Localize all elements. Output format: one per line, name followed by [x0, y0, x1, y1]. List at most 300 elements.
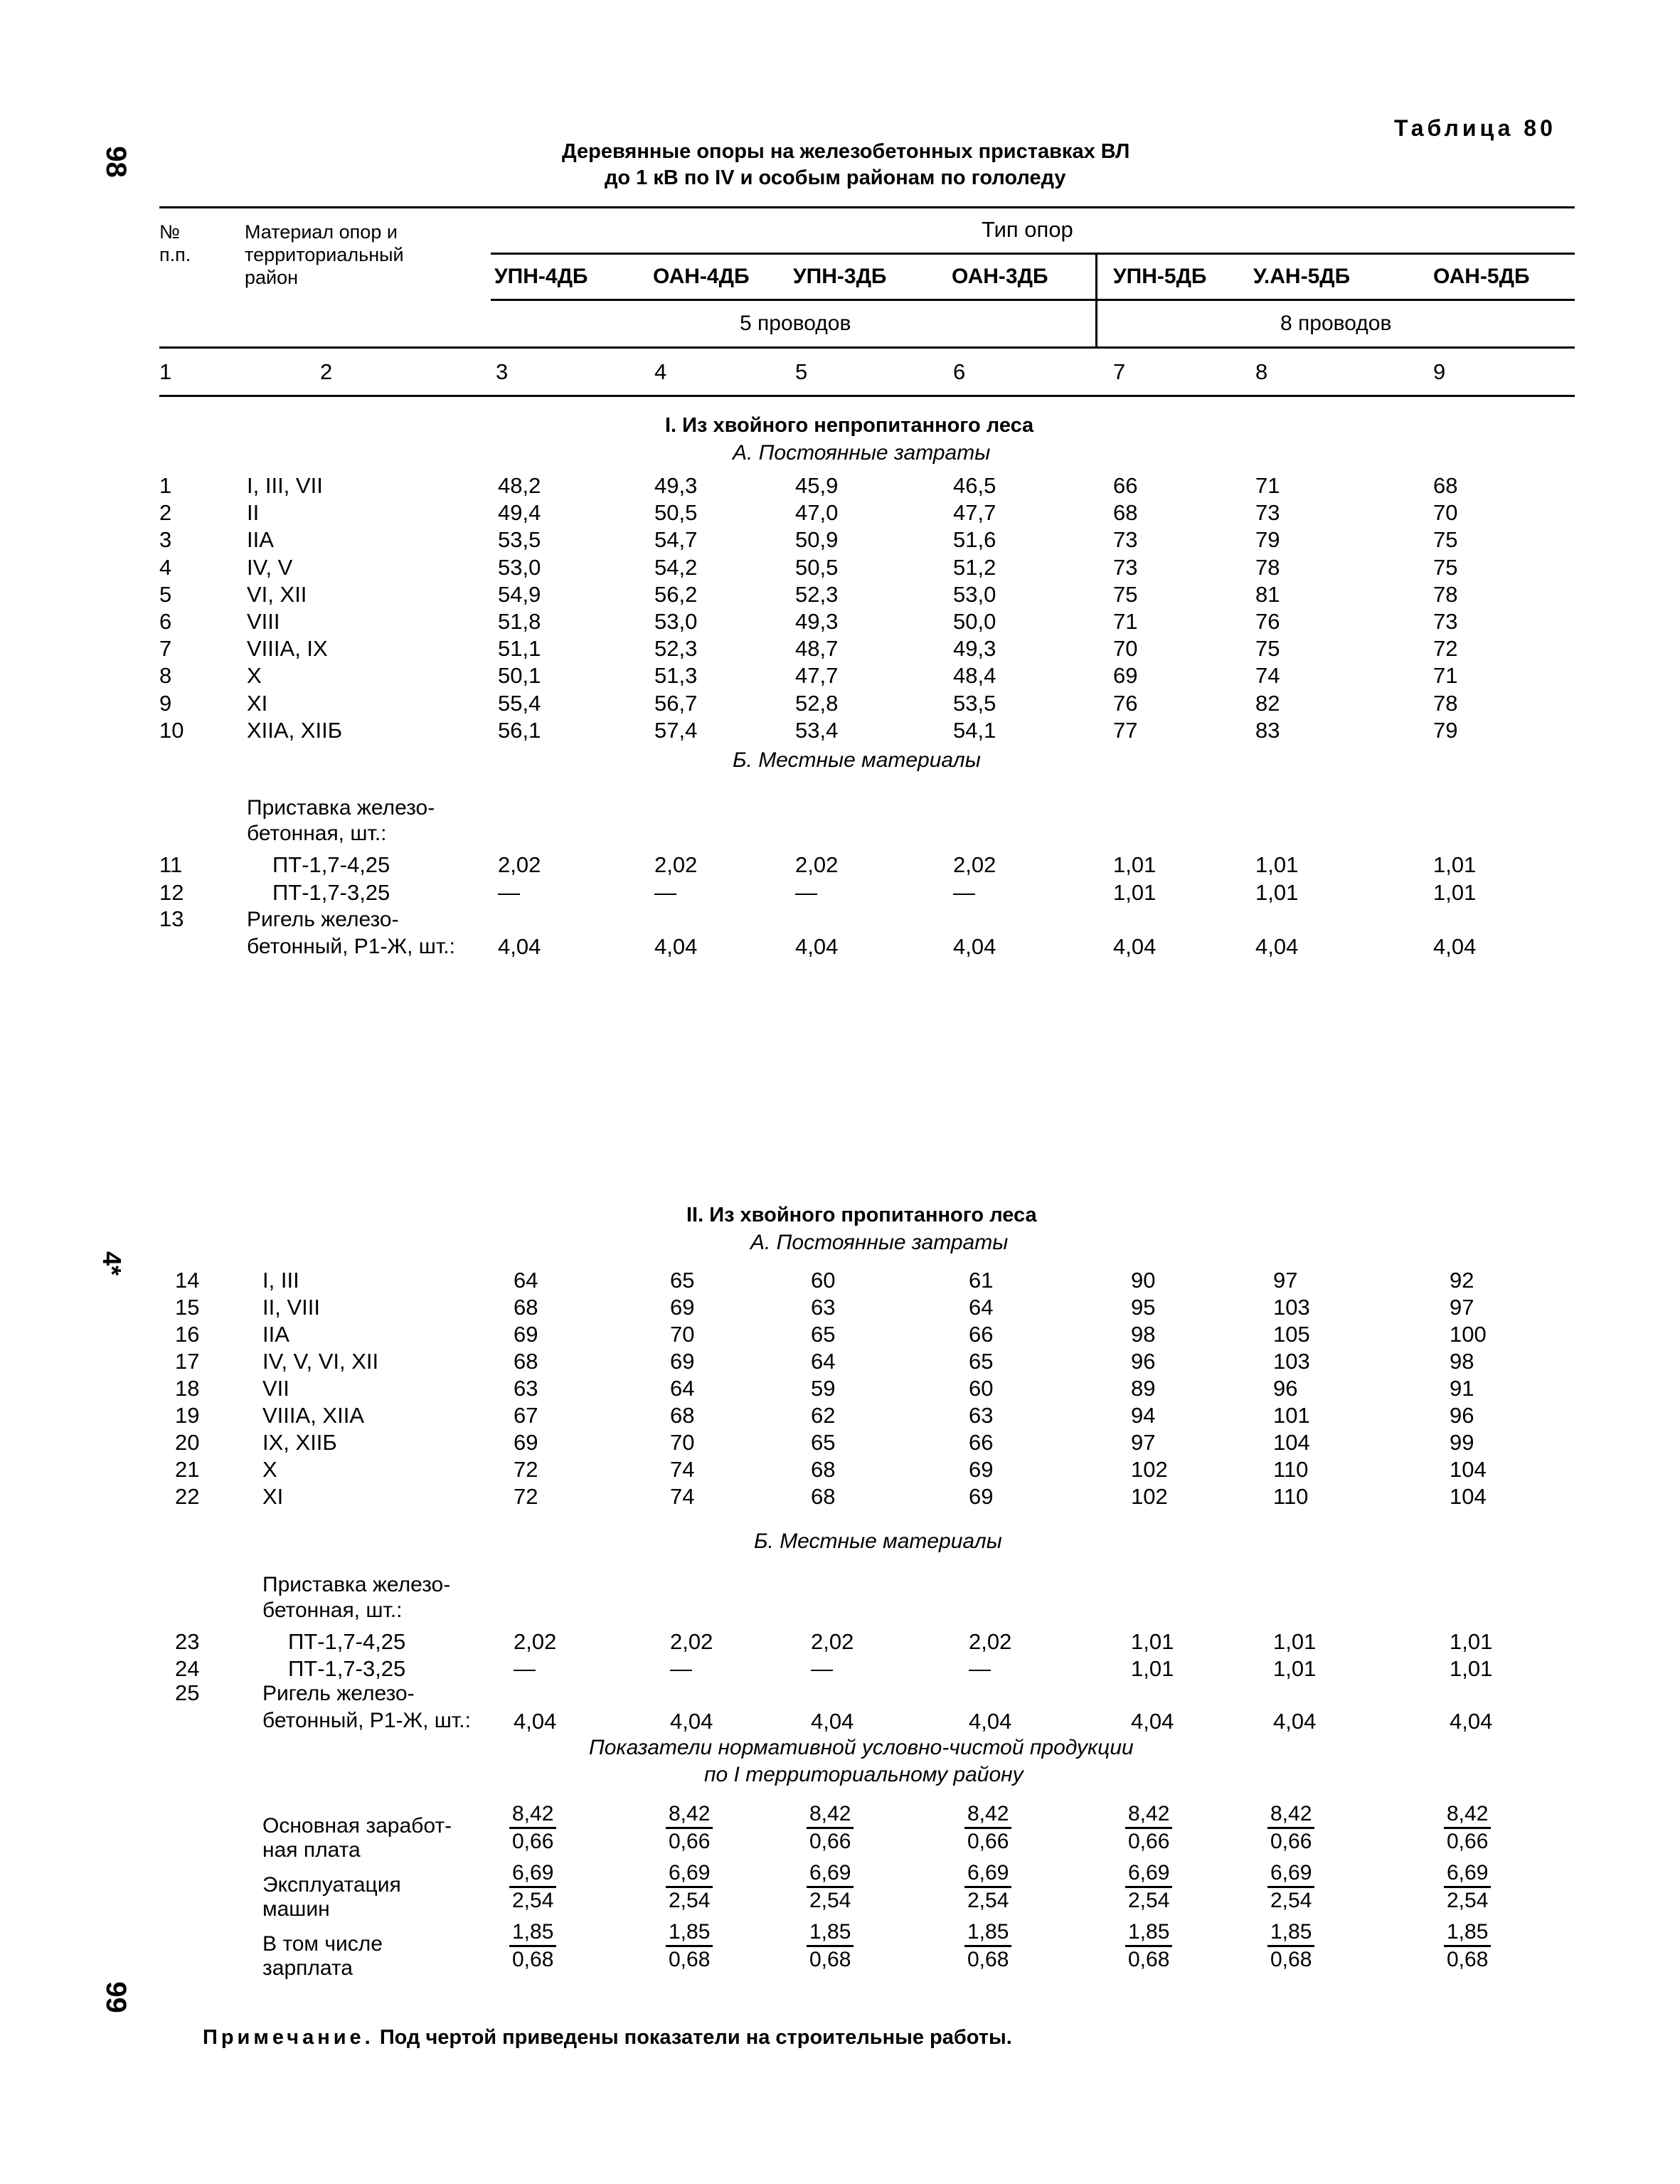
- table-row-region: X: [247, 663, 262, 689]
- table-row-region: IV, V: [247, 554, 293, 580]
- indicator-fraction: [1125, 1919, 1172, 1973]
- table-cell: 71: [1255, 473, 1280, 498]
- table-cell: 51,6: [953, 527, 996, 553]
- table-cell: 69: [514, 1430, 538, 1455]
- header-type-2: ОАН-4ДБ: [653, 265, 750, 288]
- indicator-fraction: [807, 1801, 854, 1855]
- footnote-label: Примечание.: [203, 2026, 374, 2049]
- section1-pristavka-label: [247, 795, 435, 847]
- table-cell: 1,01: [1255, 852, 1299, 877]
- table-row-number: 1: [159, 473, 172, 498]
- table-cell: —: [654, 880, 676, 905]
- table-cell: 65: [969, 1349, 994, 1374]
- table-row-item: ПТ-1,7-3,25: [272, 880, 390, 905]
- fraction-numerator: 6,69: [666, 1860, 713, 1888]
- table-row-item: ПТ-1,7-4,25: [272, 852, 390, 877]
- table-cell: 4,04: [969, 1709, 1012, 1734]
- table-cell: 69: [969, 1457, 994, 1482]
- table-cell: 75: [1113, 581, 1138, 607]
- fraction-denominator: 0,66: [512, 1830, 554, 1853]
- fraction-denominator: 0,66: [967, 1830, 1009, 1853]
- table-cell: 70: [1113, 636, 1138, 662]
- table-cell: 48,2: [498, 473, 541, 498]
- table-cell: 4,04: [1255, 934, 1299, 959]
- header-type-5: УПН-5ДБ: [1113, 265, 1207, 288]
- table-cell: 56,2: [654, 581, 698, 607]
- table-cell: —: [953, 880, 975, 905]
- table-cell: 4,04: [1131, 1709, 1174, 1734]
- column-number-6: 6: [953, 359, 966, 384]
- table-row-number: 14: [175, 1268, 200, 1293]
- table-cell: 66: [1113, 473, 1138, 498]
- table-cell: 52,3: [654, 636, 698, 662]
- fraction-numerator: 8,42: [1125, 1801, 1172, 1829]
- table-cell: 104: [1450, 1484, 1487, 1509]
- table-row-region: VI, XII: [247, 581, 307, 607]
- table-cell: 65: [811, 1322, 836, 1347]
- table-row-number: 22: [175, 1484, 200, 1509]
- table-cell: 96: [1273, 1376, 1298, 1401]
- table-cell: 71: [1433, 663, 1458, 689]
- table-cell: 61: [969, 1268, 994, 1293]
- table-cell: 51,3: [654, 663, 698, 689]
- table-cell: 70: [670, 1322, 695, 1347]
- fraction-denominator: 2,54: [809, 1889, 851, 1912]
- indicators-title-line1: Показатели нормативной условно-чистой продукции: [589, 1736, 1134, 1759]
- table-cell: —: [795, 880, 817, 905]
- table-cell: 69: [514, 1322, 538, 1347]
- table-cell: 1,01: [1113, 880, 1157, 905]
- table-cell: 73: [1113, 527, 1138, 553]
- type-rule: [491, 253, 1575, 255]
- table-title-line1: Деревянные опоры на железобетонных приставках ВЛ: [562, 140, 1130, 163]
- table-cell: 99: [1450, 1430, 1474, 1455]
- table-cell: 4,04: [498, 934, 541, 959]
- table-cell: 103: [1273, 1349, 1310, 1374]
- table-row-region: XIIA, XIIБ: [247, 717, 343, 743]
- table-cell: 64: [670, 1376, 695, 1401]
- table-cell: 2,02: [795, 852, 839, 877]
- indicators-title-line2: по I территориальному району: [704, 1763, 1024, 1786]
- table-cell: 71: [1113, 609, 1138, 634]
- table-cell: 49,3: [953, 636, 996, 662]
- page-number-top: 98: [100, 146, 132, 178]
- table-cell: 79: [1433, 717, 1458, 743]
- table-cell: 68: [1433, 473, 1458, 498]
- table-cell: 49,3: [795, 609, 839, 634]
- fraction-numerator: 6,69: [807, 1860, 854, 1888]
- table-label: Таблица 80: [1394, 115, 1556, 141]
- table-row-number: 10: [159, 717, 184, 743]
- section2-pristavka-line2: бетонная, шт.:: [262, 1599, 403, 1622]
- table-row-number: 4: [159, 554, 172, 580]
- table-cell: 2,02: [969, 1629, 1012, 1654]
- table-cell: 100: [1450, 1322, 1487, 1347]
- table-cell: 4,04: [1113, 934, 1157, 959]
- table-cell: 53,0: [654, 609, 698, 634]
- table-cell: 92: [1450, 1268, 1474, 1293]
- indicator-fraction: [1444, 1919, 1491, 1973]
- table-row-region: II: [247, 500, 260, 526]
- table-cell: 52,8: [795, 690, 839, 716]
- fraction-numerator: 1,85: [509, 1919, 556, 1947]
- fraction-denominator: 2,54: [1447, 1889, 1489, 1912]
- table-cell: 89: [1131, 1376, 1156, 1401]
- table-cell: 75: [1433, 554, 1458, 580]
- table-cell: 4,04: [953, 934, 996, 959]
- table-cell: 63: [514, 1376, 538, 1401]
- table-cell: 72: [1433, 636, 1458, 662]
- table-cell: 68: [1113, 500, 1138, 526]
- table-cell: 69: [969, 1484, 994, 1509]
- table-cell: 51,8: [498, 609, 541, 634]
- table-row-number: 17: [175, 1349, 200, 1374]
- table-cell: 53,5: [498, 527, 541, 553]
- table-cell: 66: [969, 1322, 994, 1347]
- section1-rigel-label: [247, 906, 455, 960]
- table-cell: 103: [1273, 1295, 1310, 1320]
- fraction-numerator: 6,69: [1267, 1860, 1314, 1888]
- fraction-numerator: 6,69: [1125, 1860, 1172, 1888]
- table-cell: 1,01: [1433, 880, 1477, 905]
- column-number-8: 8: [1255, 359, 1268, 384]
- indicator-label-line2: зарплата: [262, 1956, 353, 1980]
- table-cell: 68: [811, 1457, 836, 1482]
- table-row-region: X: [262, 1457, 277, 1482]
- table-cell: 97: [1273, 1268, 1298, 1293]
- table-cell: 68: [670, 1403, 695, 1428]
- table-cell: 4,04: [670, 1709, 713, 1734]
- table-row-number: 19: [175, 1403, 200, 1428]
- fraction-numerator: 6,69: [1444, 1860, 1491, 1888]
- section1-rigel-n: 13: [159, 906, 184, 931]
- header-bottom-rule: [159, 395, 1575, 397]
- table-cell: 69: [670, 1349, 695, 1374]
- indicator-label-line2: машин: [262, 1897, 330, 1921]
- indicator-fraction: [964, 1860, 1011, 1914]
- fraction-numerator: 8,42: [807, 1801, 854, 1829]
- column-number-2: 2: [320, 359, 333, 384]
- table-row-region: VIIIA, XIIA: [262, 1403, 364, 1428]
- indicator-fraction: [1125, 1801, 1172, 1855]
- table-row-number: 11: [159, 852, 183, 877]
- table-cell: 47,0: [795, 500, 839, 526]
- table-row-number: 15: [175, 1295, 200, 1320]
- table-cell: 97: [1131, 1430, 1156, 1455]
- table-cell: 50,5: [654, 500, 698, 526]
- table-cell: 45,9: [795, 473, 839, 498]
- fraction-numerator: 1,85: [1267, 1919, 1314, 1947]
- table-cell: 104: [1273, 1430, 1310, 1455]
- table-cell: 56,7: [654, 690, 698, 716]
- indicator-fraction: [509, 1860, 556, 1914]
- table-row-number: 3: [159, 527, 172, 553]
- fraction-denominator: 2,54: [967, 1889, 1009, 1912]
- table-cell: —: [670, 1656, 692, 1681]
- header-type-6: У.АН-5ДБ: [1253, 265, 1351, 288]
- indicator-label-line1: В том числе: [262, 1932, 383, 1956]
- section1-sub-b: Б. Местные материалы: [733, 748, 981, 772]
- fraction-denominator: 0,66: [1128, 1830, 1170, 1853]
- section2-title: II. Из хвойного пропитанного леса: [686, 1204, 1037, 1226]
- header-num: № п.п.: [159, 221, 191, 265]
- table-cell: 73: [1113, 554, 1138, 580]
- column-number-9: 9: [1433, 359, 1446, 384]
- fraction-denominator: 0,68: [809, 1948, 851, 1971]
- table-cell: 4,04: [1433, 934, 1477, 959]
- table-cell: 2,02: [811, 1629, 854, 1654]
- table-cell: 75: [1433, 527, 1458, 553]
- table-cell: 2,02: [498, 852, 541, 877]
- indicator-fraction: [666, 1801, 713, 1855]
- table-row-number: 24: [175, 1656, 200, 1681]
- fraction-numerator: 8,42: [1267, 1801, 1314, 1829]
- indicator-label-line2: ная плата: [262, 1838, 361, 1862]
- indicator-fraction: [964, 1801, 1011, 1855]
- table-row-region: IIA: [262, 1322, 289, 1347]
- fraction-numerator: 8,42: [666, 1801, 713, 1829]
- table-cell: 110: [1273, 1457, 1309, 1482]
- table-cell: 76: [1113, 690, 1138, 716]
- fraction-denominator: 0,68: [1128, 1948, 1170, 1971]
- header-type-1: УПН-4ДБ: [494, 265, 588, 288]
- table-cell: 50,9: [795, 527, 839, 553]
- table-cell: 102: [1131, 1457, 1168, 1482]
- fraction-numerator: 8,42: [964, 1801, 1011, 1829]
- column-number-7: 7: [1113, 359, 1126, 384]
- indicator-label-line1: Эксплуатация: [262, 1873, 401, 1897]
- table-cell: 4,04: [811, 1709, 854, 1734]
- table-cell: 78: [1433, 581, 1458, 607]
- table-cell: 4,04: [1450, 1709, 1493, 1734]
- table-cell: 65: [811, 1430, 836, 1455]
- table-cell: 94: [1131, 1403, 1156, 1428]
- table-cell: 51,2: [953, 554, 996, 580]
- table-cell: 104: [1450, 1457, 1487, 1482]
- fraction-numerator: 1,85: [1444, 1919, 1491, 1947]
- table-cell: 60: [811, 1268, 836, 1293]
- table-cell: 83: [1255, 717, 1280, 743]
- table-cell: 74: [670, 1457, 695, 1482]
- table-cell: 54,1: [953, 717, 996, 743]
- fraction-denominator: 0,66: [1447, 1830, 1489, 1853]
- indicator-fraction: [964, 1919, 1011, 1973]
- table-title-line2: до 1 кВ по IV и особым районам по гололеду: [605, 166, 1066, 189]
- table-cell: 1,01: [1273, 1629, 1317, 1654]
- header-type-7: ОАН-5ДБ: [1433, 265, 1530, 288]
- indicator-fraction: [1444, 1801, 1491, 1855]
- indicator-fraction: [807, 1919, 854, 1973]
- footnote: [203, 2026, 1012, 2050]
- section1-sub-a: А. Постоянные затраты: [733, 441, 991, 465]
- section1-rigel-line1: Ригель железо-: [247, 908, 399, 931]
- table-row-region: VII: [262, 1376, 289, 1401]
- table-cell: 54,2: [654, 554, 698, 580]
- table-cell: 2,02: [654, 852, 698, 877]
- table-cell: 90: [1131, 1268, 1156, 1293]
- table-row-number: 2: [159, 500, 172, 526]
- table-row-number: 9: [159, 690, 172, 716]
- page-signature-mark: 4*: [97, 1251, 127, 1276]
- table-cell: 97: [1450, 1295, 1474, 1320]
- indicator-fraction: [666, 1919, 713, 1973]
- section1-rigel-line2: бетонный, Р1-Ж, шт.:: [247, 935, 455, 958]
- fraction-denominator: 2,54: [1128, 1889, 1170, 1912]
- fraction-denominator: 0,68: [669, 1948, 711, 1971]
- table-row-region: IIA: [247, 527, 274, 553]
- table-cell: 64: [811, 1349, 836, 1374]
- table-cell: 4,04: [795, 934, 839, 959]
- table-cell: —: [969, 1656, 991, 1681]
- table-cell: 74: [670, 1484, 695, 1509]
- table-row-number: 7: [159, 636, 172, 662]
- table-cell: 54,7: [654, 527, 698, 553]
- table-row-region: IX, XIIБ: [262, 1430, 337, 1455]
- table-row-number: 8: [159, 663, 172, 689]
- page-number-bottom: 99: [100, 1981, 132, 2013]
- fraction-numerator: 1,85: [964, 1919, 1011, 1947]
- indicator-label: [262, 1932, 383, 1981]
- table-cell: 74: [1255, 663, 1280, 689]
- section2-pristavka-line1: Приставка железо-: [262, 1573, 451, 1596]
- table-cell: 68: [514, 1349, 538, 1374]
- table-cell: 77: [1113, 717, 1138, 743]
- fraction-denominator: 2,54: [512, 1889, 554, 1912]
- table-row-number: 23: [175, 1629, 200, 1654]
- types-rule: [491, 299, 1575, 301]
- table-cell: 49,4: [498, 500, 541, 526]
- section1-pristavka-line1: Приставка железо-: [247, 796, 435, 820]
- table-cell: 50,0: [953, 609, 996, 634]
- table-cell: 53,4: [795, 717, 839, 743]
- table-cell: 46,5: [953, 473, 996, 498]
- header-group1: 5 проводов: [740, 312, 851, 335]
- fraction-denominator: 0,68: [1270, 1948, 1312, 1971]
- fraction-denominator: 2,54: [1270, 1889, 1312, 1912]
- indicator-fraction: [666, 1860, 713, 1914]
- section2-rigel-label: [262, 1680, 471, 1734]
- indicator-fraction: [1267, 1860, 1314, 1914]
- section2-pristavka-label: [262, 1572, 450, 1623]
- indicator-fraction: [1125, 1860, 1172, 1914]
- table-cell: 95: [1131, 1295, 1156, 1320]
- table-cell: 73: [1255, 500, 1280, 526]
- table-cell: 53,5: [953, 690, 996, 716]
- table-row-number: 21: [175, 1457, 200, 1482]
- table-cell: —: [811, 1656, 833, 1681]
- table-cell: 98: [1450, 1349, 1474, 1374]
- table-cell: 70: [670, 1430, 695, 1455]
- indicator-label: [262, 1814, 452, 1862]
- table-cell: 78: [1255, 554, 1280, 580]
- group-divider: [1095, 255, 1097, 347]
- header-group2: 8 проводов: [1280, 312, 1392, 335]
- table-cell: 1,01: [1255, 880, 1299, 905]
- table-cell: 72: [514, 1484, 538, 1509]
- table-cell: 62: [811, 1403, 836, 1428]
- table-cell: 50,5: [795, 554, 839, 580]
- table-row-number: 5: [159, 581, 172, 607]
- table-cell: 1,01: [1433, 852, 1477, 877]
- table-cell: 4,04: [514, 1709, 557, 1734]
- header-type-4: ОАН-3ДБ: [952, 265, 1048, 288]
- table-cell: 51,1: [498, 636, 541, 662]
- table-cell: 1,01: [1450, 1656, 1493, 1681]
- indicator-fraction: [509, 1801, 556, 1855]
- table-cell: 4,04: [654, 934, 698, 959]
- indicator-fraction: [807, 1860, 854, 1914]
- table-row-region: I, III, VII: [247, 473, 323, 498]
- fraction-numerator: 1,85: [1125, 1919, 1172, 1947]
- section2-rigel-line2: бетонный, Р1-Ж, шт.:: [262, 1709, 471, 1732]
- table-cell: 96: [1450, 1403, 1474, 1428]
- table-cell: 78: [1433, 690, 1458, 716]
- table-cell: 96: [1131, 1349, 1156, 1374]
- table-cell: 91: [1450, 1376, 1474, 1401]
- table-row-region: XI: [262, 1484, 284, 1509]
- fraction-numerator: 1,85: [666, 1919, 713, 1947]
- table-cell: 75: [1255, 636, 1280, 662]
- table-cell: 69: [1113, 663, 1138, 689]
- table-cell: 110: [1273, 1484, 1309, 1509]
- table-cell: 1,01: [1450, 1629, 1493, 1654]
- table-cell: 47,7: [953, 500, 996, 526]
- table-cell: 69: [670, 1295, 695, 1320]
- table-cell: 59: [811, 1376, 836, 1401]
- fraction-denominator: 0,66: [669, 1830, 711, 1853]
- section2-sub-a: А. Постоянные затраты: [750, 1231, 1009, 1254]
- section2-rigel-line1: Ригель железо-: [262, 1682, 415, 1705]
- table-row-item: ПТ-1,7-4,25: [288, 1629, 406, 1654]
- table-cell: —: [514, 1656, 536, 1681]
- table-cell: 48,4: [953, 663, 996, 689]
- table-cell: 49,3: [654, 473, 698, 498]
- table-cell: —: [498, 880, 520, 905]
- table-cell: 2,02: [953, 852, 996, 877]
- table-row-number: 18: [175, 1376, 200, 1401]
- table-cell: 56,1: [498, 717, 541, 743]
- table-row-region: IV, V, VI, XII: [262, 1349, 379, 1374]
- section1-title: I. Из хвойного непропитанного леса: [665, 414, 1034, 437]
- section2-rigel-n: 25: [175, 1680, 200, 1705]
- fraction-denominator: 0,66: [1270, 1830, 1312, 1853]
- table-cell: 64: [514, 1268, 538, 1293]
- column-number-4: 4: [654, 359, 667, 384]
- table-cell: 60: [969, 1376, 994, 1401]
- table-cell: 63: [811, 1295, 836, 1320]
- table-cell: 53,0: [953, 581, 996, 607]
- table-cell: 66: [969, 1430, 994, 1455]
- table-cell: 67: [514, 1403, 538, 1428]
- table-cell: 2,02: [514, 1629, 557, 1654]
- table-cell: 102: [1131, 1484, 1168, 1509]
- table-cell: 101: [1273, 1403, 1310, 1428]
- section1-pristavka-line2: бетонная, шт.:: [247, 822, 387, 845]
- fraction-numerator: 6,69: [509, 1860, 556, 1888]
- table-row-number: 6: [159, 609, 172, 634]
- fraction-denominator: 0,68: [512, 1948, 554, 1971]
- fraction-denominator: 0,68: [1447, 1948, 1489, 1971]
- indicator-fraction: [1267, 1801, 1314, 1855]
- table-cell: 1,01: [1273, 1656, 1317, 1681]
- table-cell: 52,3: [795, 581, 839, 607]
- table-cell: 55,4: [498, 690, 541, 716]
- table-row-region: XI: [247, 690, 268, 716]
- table-cell: 1,01: [1113, 852, 1157, 877]
- table-cell: 68: [811, 1484, 836, 1509]
- table-cell: 79: [1255, 527, 1280, 553]
- fraction-numerator: 6,69: [964, 1860, 1011, 1888]
